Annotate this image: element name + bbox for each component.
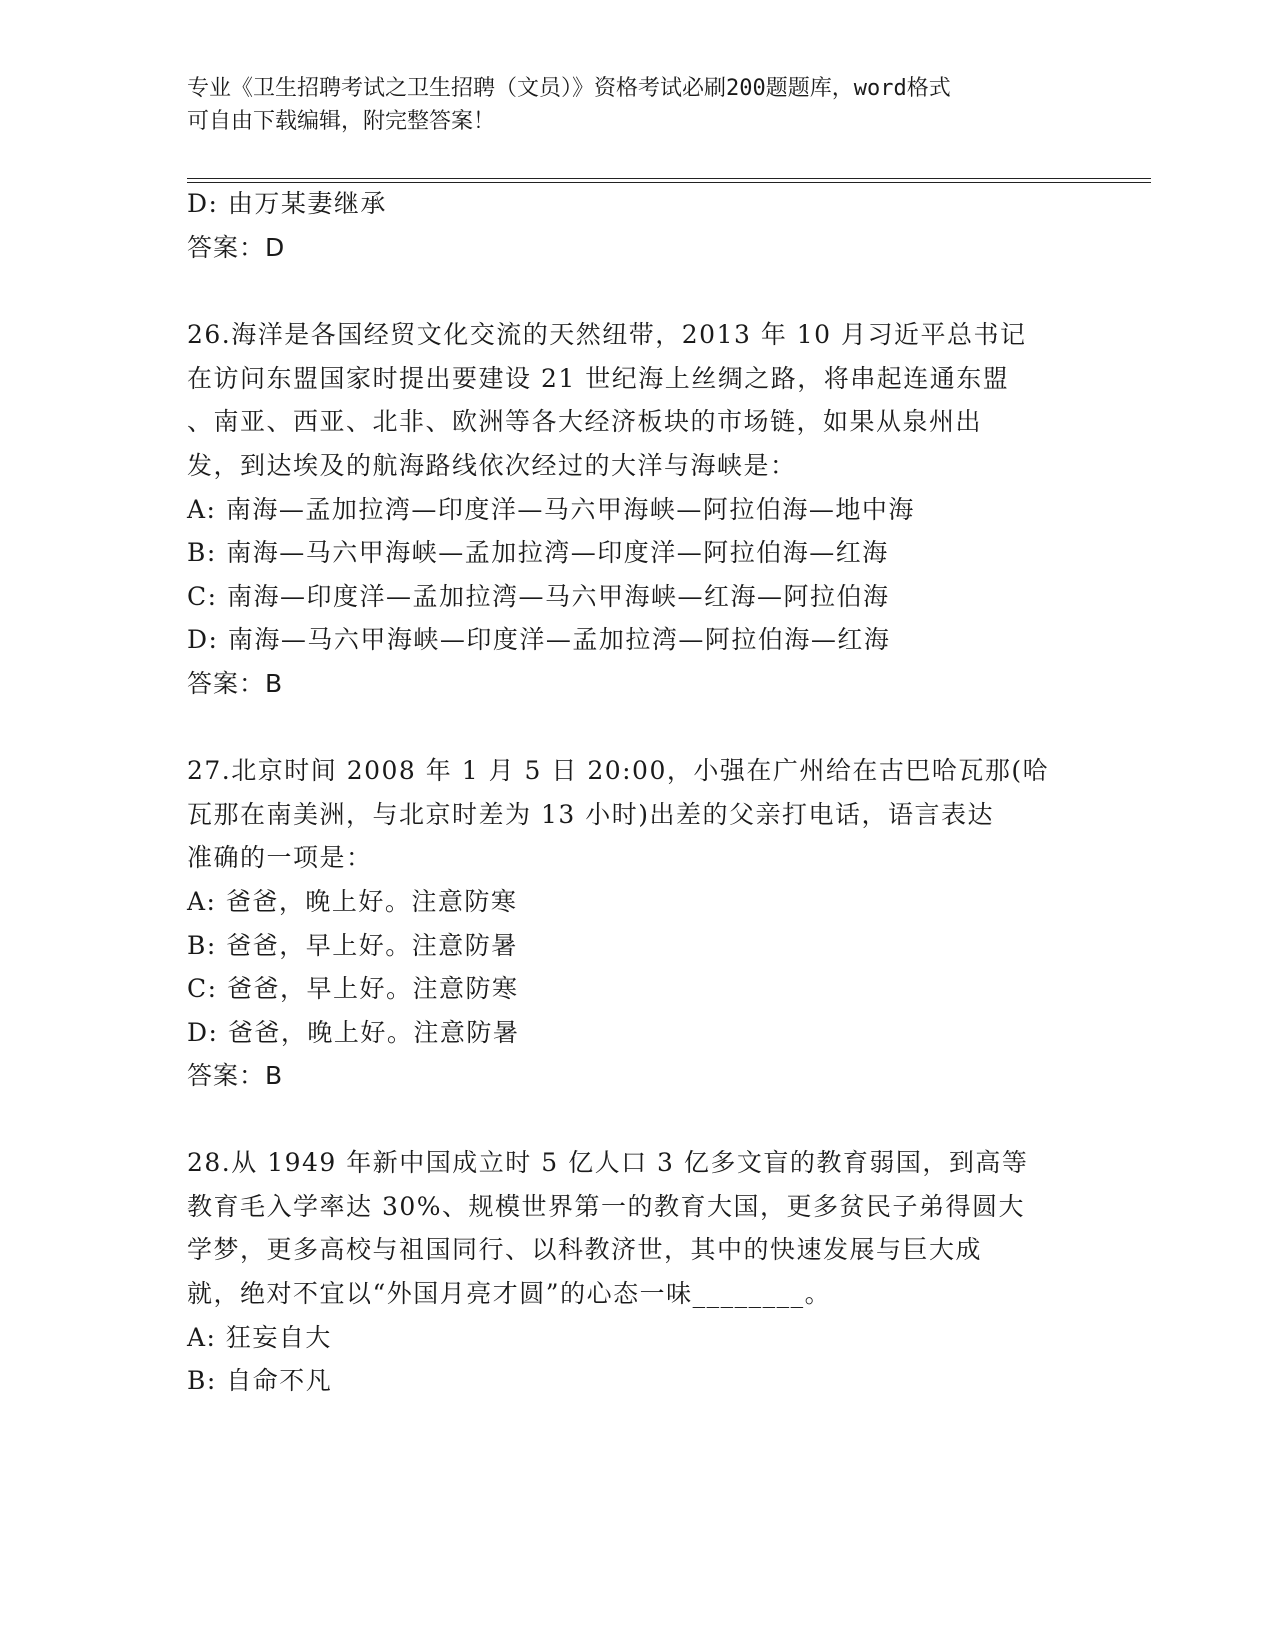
q25-option-d: D: 由万某妻继承 xyxy=(187,189,387,218)
q27-answer: 答案：B xyxy=(187,1061,284,1090)
q25-answer: 答案：D xyxy=(187,233,286,262)
q26-option-b: B: 南海—马六甲海峡—孟加拉湾—印度洋—阿拉伯海—红海 xyxy=(187,538,889,567)
q26-stem-line-3: 、南亚、西亚、北非、欧洲等各大经济板块的市场链，如果从泉州出 xyxy=(187,407,983,436)
q27-stem-line-3: 准确的一项是： xyxy=(187,843,373,872)
q26-option-a: A: 南海—孟加拉湾—印度洋—马六甲海峡—阿拉伯海—地中海 xyxy=(187,495,915,524)
q28-option-a: A: 狂妄自大 xyxy=(187,1323,332,1352)
q27-option-a: A: 爸爸，晚上好。注意防寒 xyxy=(187,887,518,916)
q26-option-c: C: 南海—印度洋—孟加拉湾—马六甲海峡—红海—阿拉伯海 xyxy=(187,582,890,611)
q26-option-d: D: 南海—马六甲海峡—印度洋—孟加拉湾—阿拉伯海—红海 xyxy=(187,625,891,654)
q26-stem-line-1: 26.海洋是各国经贸文化交流的天然纽带，2013 年 10 月习近平总书记 xyxy=(187,320,1027,349)
header-divider-top xyxy=(187,178,1151,179)
document-header xyxy=(187,72,1067,138)
q28-stem-line-3: 学梦，更多高校与祖国同行、以科教济世，其中的快速发展与巨大成 xyxy=(187,1235,983,1264)
q26-answer: 答案：B xyxy=(187,669,284,698)
header-line-2: 可自由下载编辑，附完整答案！ xyxy=(187,109,496,134)
q28-stem-line-1: 28.从 1949 年新中国成立时 5 亿人口 3 亿多文盲的教育弱国，到高等 xyxy=(187,1148,1029,1177)
q27-option-b: B: 爸爸，早上好。注意防暑 xyxy=(187,931,518,960)
header-divider-bottom xyxy=(187,182,1151,183)
q28-option-b: B: 自命不凡 xyxy=(187,1366,333,1395)
q27-stem-line-2: 瓦那在南美洲，与北京时差为 13 小时)出差的父亲打电话，语言表达 xyxy=(187,800,994,829)
q27-stem-line-1: 27.北京时间 2008 年 1 月 5 日 20:00，小强在广州给在古巴哈瓦那(哈 xyxy=(187,756,1050,785)
q26-stem-line-2: 在访问东盟国家时提出要建设 21 世纪海上丝绸之路，将串起连通东盟 xyxy=(187,364,1010,393)
q27-option-c: C: 爸爸，早上好。注意防寒 xyxy=(187,974,519,1003)
q28-stem-line-2: 教育毛入学率达 30%、规模世界第一的教育大国，更多贫民子弟得圆大 xyxy=(187,1192,1026,1221)
q26-stem-line-4: 发，到达埃及的航海路线依次经过的大洋与海峡是： xyxy=(187,451,797,480)
q27-option-d: D: 爸爸，晚上好。注意防暑 xyxy=(187,1018,520,1047)
q28-stem-line-4: 就，绝对不宜以“外国月亮才圆”的心态一味________。 xyxy=(187,1279,832,1308)
header-line-1: 专业《卫生招聘考试之卫生招聘（文员）》资格考试必刷200题题库，word格式 xyxy=(187,76,951,101)
